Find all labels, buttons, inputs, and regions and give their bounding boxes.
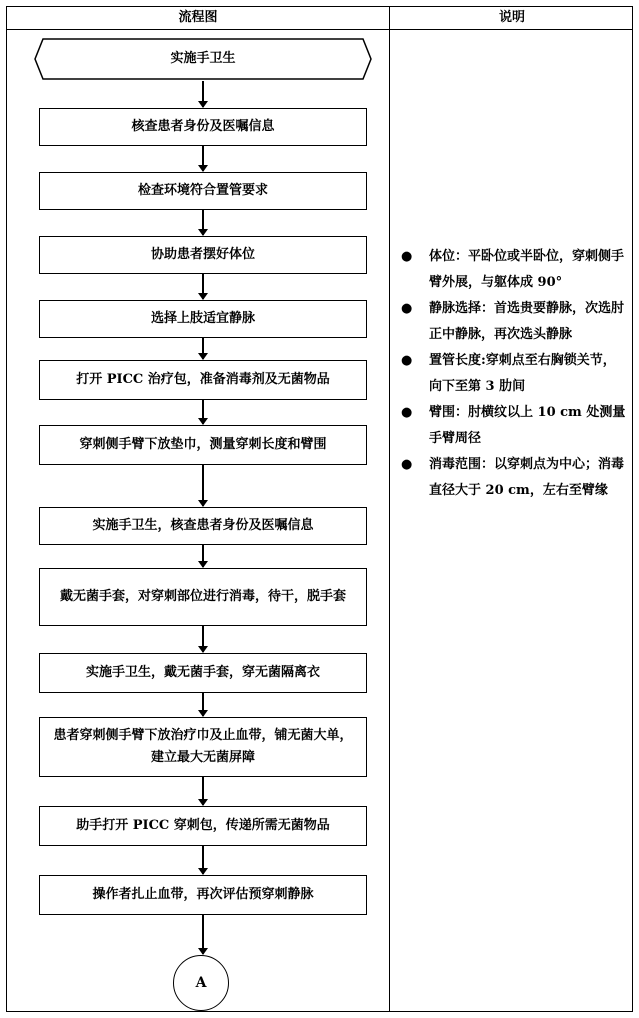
flow-step-4: 选择上肢适宜静脉 xyxy=(39,300,367,338)
flowchart-table xyxy=(6,6,633,1012)
flow-step-7: 实施手卫生，核查患者身份及医嘱信息 xyxy=(39,507,367,545)
header-divider xyxy=(7,29,632,30)
flow-step-11: 助手打开 PICC 穿刺包，传递所需无菌物品 xyxy=(39,806,367,846)
flow-arrow xyxy=(202,777,204,805)
note-item xyxy=(395,244,627,296)
note-text-vein: 静脉选择：首选贵要静脉，次选肘正中静脉，再次选头静脉 xyxy=(429,301,625,342)
flow-step-2: 检查环境符合置管要求 xyxy=(39,172,367,210)
flow-arrow xyxy=(202,81,204,107)
flow-arrow xyxy=(202,626,204,652)
note-item xyxy=(395,348,627,400)
column-divider xyxy=(389,7,390,1011)
flow-arrow xyxy=(202,693,204,716)
note-text-arm-circumference: 臂围：肘横纹以上 10 cm 处测量手臂周径 xyxy=(429,405,626,446)
flow-step-9: 实施手卫生，戴无菌手套，穿无菌隔离衣 xyxy=(39,653,367,693)
flow-arrow xyxy=(202,210,204,235)
flow-arrow xyxy=(202,846,204,874)
header-notes: 说明 xyxy=(498,10,525,25)
bullet-icon: ● xyxy=(401,301,413,316)
flow-step-8: 戴无菌手套，对穿刺部位进行消毒，待干，脱手套 xyxy=(39,568,367,626)
note-text-position: 体位：平卧位或半卧位，穿刺侧手臂外展，与躯体成 90° xyxy=(429,249,625,290)
note-item xyxy=(395,296,627,348)
bullet-icon: ● xyxy=(401,249,413,264)
connector-circle-a: A xyxy=(173,955,229,1011)
flow-arrow xyxy=(202,465,204,506)
flow-step-10: 患者穿刺侧手臂下放治疗巾及止血带，铺无菌大单，建立最大无菌屏障 xyxy=(39,717,367,777)
note-text-length: 置管长度:穿刺点至右胸锁关节，向下至第 3 肋间 xyxy=(429,353,616,394)
flow-step-3: 协助患者摆好体位 xyxy=(39,236,367,274)
flow-arrow xyxy=(202,274,204,299)
flow-step-5: 打开 PICC 治疗包，准备消毒剂及无菌物品 xyxy=(39,360,367,400)
bullet-icon: ● xyxy=(401,353,413,368)
bullet-icon: ● xyxy=(401,457,413,472)
note-item xyxy=(395,400,627,452)
flow-step-12: 操作者扎止血带，再次评估预穿刺静脉 xyxy=(39,875,367,915)
note-item xyxy=(395,452,627,504)
flow-arrow xyxy=(202,545,204,567)
flow-step-6: 穿刺侧手臂下放垫巾，测量穿刺长度和臂围 xyxy=(39,425,367,465)
flow-arrow xyxy=(202,400,204,424)
flow-arrow xyxy=(202,146,204,171)
flow-arrow xyxy=(202,915,204,954)
header-flowchart: 流程图 xyxy=(178,10,218,25)
note-text-disinfection: 消毒范围：以穿刺点为中心；消毒直径大于 20 cm，左右至臂缘 xyxy=(429,457,625,498)
flow-step-1: 核查患者身份及医嘱信息 xyxy=(39,108,367,146)
bullet-icon: ● xyxy=(401,405,413,420)
notes-list xyxy=(395,244,627,504)
start-terminator-label: 实施手卫生 xyxy=(170,51,236,66)
flow-arrow xyxy=(202,338,204,359)
